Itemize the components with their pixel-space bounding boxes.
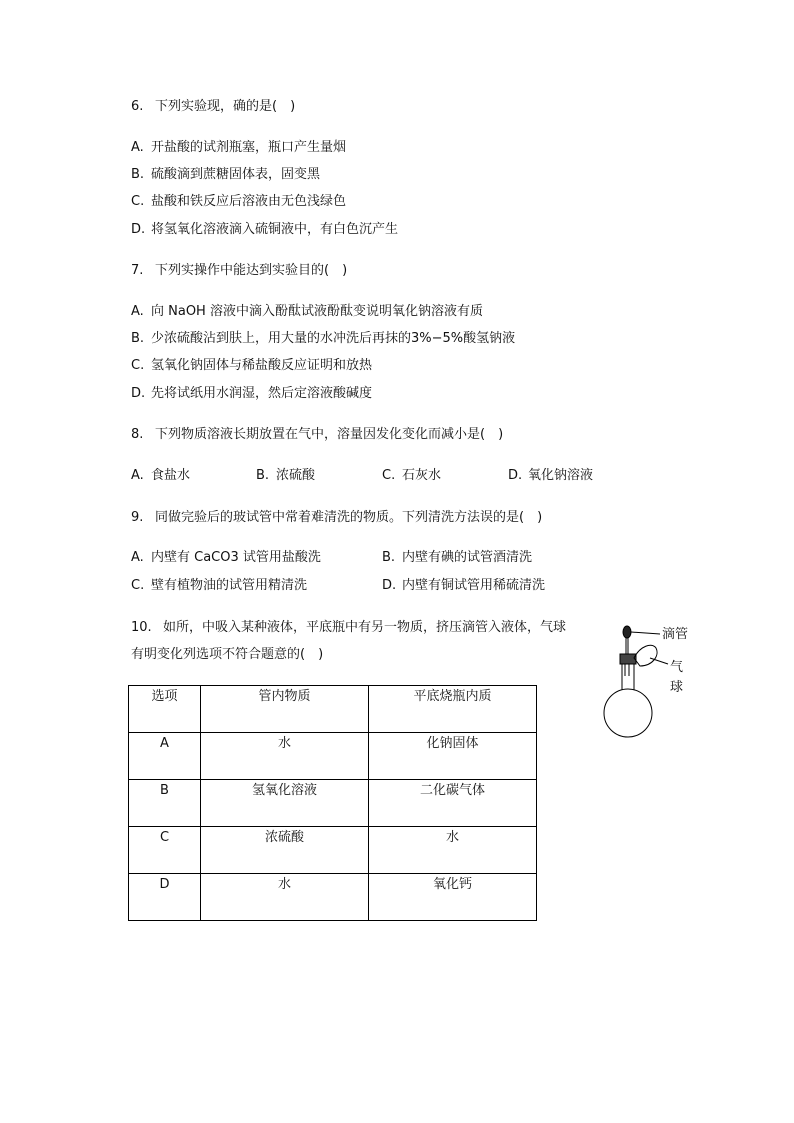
table-cell: D xyxy=(129,874,201,921)
table-row xyxy=(129,874,537,921)
q9-option-b: B. 内壁有碘的试管酒清洗 xyxy=(382,550,533,565)
q6-option-c: C. 盐酸和铁反应后溶液由无色浅绿色 xyxy=(131,194,347,209)
question-text: 下列物质溶液长期放置在气中，溶量因发化变化而减小是( ) xyxy=(155,427,504,442)
table-cell: 水 xyxy=(201,733,369,780)
question-8-stem xyxy=(131,426,503,444)
question-10-stem-line2: 有明变化列选项不符合题意的( ) xyxy=(131,647,324,662)
q9-option-d: D. 内壁有铜试管用稀硫清洗 xyxy=(382,578,546,593)
question-7-stem xyxy=(131,262,347,280)
question-10-stem xyxy=(131,619,566,637)
dropper-pointer xyxy=(631,632,660,634)
q8-option-b: B. 浓硫酸 xyxy=(256,468,316,483)
table-row xyxy=(129,827,537,874)
answer-table xyxy=(128,685,537,921)
question-number: 10. xyxy=(131,620,152,635)
question-text: 下列实操作中能达到实验目的( ) xyxy=(155,263,348,278)
table-cell: C xyxy=(129,827,201,874)
q7-option-d: D. 先将试纸用水润湿，然后定溶液酸碱度 xyxy=(131,386,373,401)
q7-option-b: B. 少浓硫酸沾到肤上，用大量的水冲洗后再抹的3%−5%酸氢钠液 xyxy=(131,331,516,346)
table-cell: 化钠固体 xyxy=(369,733,537,780)
table-header-row xyxy=(129,686,537,733)
dropper-label: 滴管 xyxy=(662,627,689,642)
question-number: 7. xyxy=(131,263,144,278)
table-header-cell: 平底烧瓶内质 xyxy=(369,686,537,733)
q8-option-c: C. 石灰水 xyxy=(382,468,442,483)
question-6-stem xyxy=(131,98,295,116)
balloon-label-1: 气 xyxy=(670,660,684,675)
question-9-stem xyxy=(131,509,542,527)
question-text-line1: 如所，中吸入某种液体，平底瓶中有另一物质，挤压滴管入液体，气球 xyxy=(163,620,567,635)
dropper-bulb xyxy=(623,626,631,638)
stopper xyxy=(620,654,636,664)
table-cell: 氧化钙 xyxy=(369,874,537,921)
q6-option-d: D. 将氢氧化溶液滴入硫铜液中，有白色沉产生 xyxy=(131,222,399,237)
q7-option-a: A. 向 NaOH 溶液中滴入酚酞试液酚酞变说明氧化钠溶液有质 xyxy=(131,304,483,319)
q8-option-a: A. 食盐水 xyxy=(131,468,191,483)
q9-option-c: C. 壁有植物油的试管用精清洗 xyxy=(131,578,308,593)
table-cell: A xyxy=(129,733,201,780)
question-text: 同做完验后的玻试管中常着难清洗的物质。下列清洗方法误的是( ) xyxy=(155,510,543,525)
question-number: 9. xyxy=(131,510,144,525)
table-cell: B xyxy=(129,780,201,827)
table-header-cell: 管内物质 xyxy=(201,686,369,733)
table-row xyxy=(129,733,537,780)
q7-option-c: C. 氢氧化钠固体与稀盐酸反应证明和放热 xyxy=(131,358,373,373)
question-text: 下列实验现，确的是( ) xyxy=(155,99,296,114)
question-number: 6. xyxy=(131,99,144,114)
balloon-label-2: 球 xyxy=(670,680,684,695)
q8-option-d: D. 氧化钠溶液 xyxy=(508,468,594,483)
flask-body xyxy=(604,689,652,737)
table-cell: 二化碳气体 xyxy=(369,780,537,827)
q6-option-b: B. 硫酸滴到蔗糖固体表，固变黑 xyxy=(131,167,321,182)
q6-option-a: A. 开盐酸的试剂瓶塞，瓶口产生量烟 xyxy=(131,140,347,155)
table-cell: 水 xyxy=(369,827,537,874)
table-cell: 氢氧化溶液 xyxy=(201,780,369,827)
q9-option-a: A. 内壁有 CaCO3 试管用盐酸洗 xyxy=(131,550,321,565)
table-row xyxy=(129,780,537,827)
table-cell: 浓硫酸 xyxy=(201,827,369,874)
table-header-cell: 选项 xyxy=(129,686,201,733)
table-cell: 水 xyxy=(201,874,369,921)
balloon xyxy=(634,645,657,666)
question-number: 8. xyxy=(131,427,144,442)
